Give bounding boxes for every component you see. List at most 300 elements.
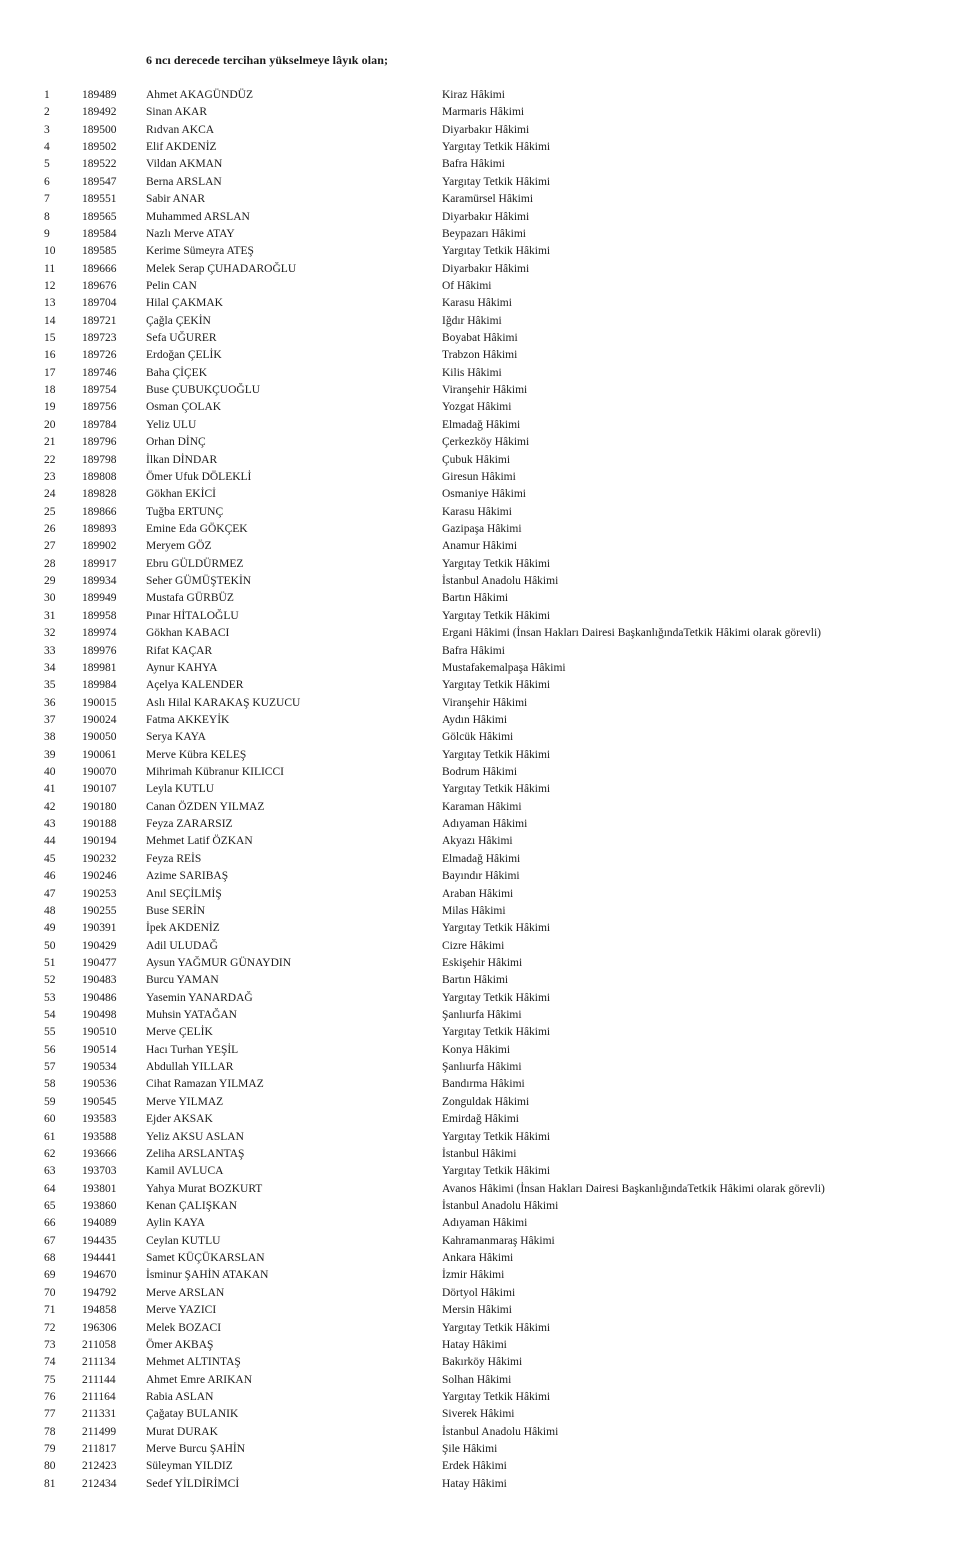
list-item [0,1337,960,1354]
assignment: Şanlıurfa Hâkimi [442,1009,522,1022]
person-name: Merve ARSLAN [146,1286,225,1299]
assignment: Iğdır Hâkimi [442,314,502,327]
registry-number: 212423 [82,1460,117,1473]
registry-number: 189723 [82,332,117,345]
assignment: Viranşehir Hâkimi [442,384,528,397]
list-item [0,1146,960,1163]
person-name: Kenan ÇALIŞKAN [146,1200,238,1212]
registry-number: 189565 [82,210,117,223]
person-name: Pınar HİTALOĞLU [146,609,239,622]
list-item [0,504,960,521]
assignment: Adıyaman Hâkimi [442,818,528,831]
person-name: Gökhan KABACI [146,627,230,640]
row-number: 75 [44,1373,56,1386]
assignment: Erdek Hâkimi [442,1460,507,1473]
assignment: İstanbul Anadolu Hâkimi [442,1200,559,1212]
row-number: 77 [44,1408,56,1421]
person-name: Merve YILMAZ [146,1095,224,1108]
list-item [0,1458,960,1475]
row-number: 21 [44,436,56,449]
registry-number: 189784 [82,418,117,431]
person-name: Kamil AVLUCA [146,1165,224,1178]
list-item [0,799,960,816]
registry-number: 190534 [82,1061,117,1074]
list-item [0,486,960,503]
row-number: 71 [44,1304,56,1317]
assignment: Elmadağ Hâkimi [442,418,521,431]
list-item [0,1198,960,1215]
assignment: Bartın Hâkimi [442,974,509,987]
registry-number: 189949 [82,592,117,605]
person-name: Yahya Murat BOZKURT [146,1182,263,1195]
row-number: 66 [44,1217,56,1230]
person-name: Muhsin YATAĞAN [146,1009,237,1022]
person-name: Yasemin YANARDAĞ [146,991,253,1004]
list-item [0,261,960,278]
assignment: Şile Hâkimi [442,1443,498,1456]
registry-number: 190232 [82,852,117,865]
assignment: Hatay Hâkimi [442,1477,507,1490]
person-name: Sinan AKAR [146,106,208,119]
person-name: Serya KAYA [146,731,206,744]
assignment: İzmir Hâkimi [442,1269,505,1282]
person-name: Zeliha ARSLANTAŞ [146,1147,245,1160]
row-number: 70 [44,1286,56,1299]
assignment: Akyazı Hâkimi [442,835,513,848]
registry-number: 190015 [82,696,117,709]
row-number: 45 [44,852,56,865]
person-name: Ejder AKSAK [146,1113,213,1126]
list-item [0,382,960,399]
assignment: Yargıtay Tetkik Hâkimi [442,922,551,935]
assignment: Çerkezköy Hâkimi [442,436,530,449]
assignment: Solhan Hâkimi [442,1373,512,1386]
list-heading: 6 ncı derecede tercihan yükselmeye lâyık olan; [146,53,389,67]
registry-number: 189958 [82,609,117,622]
registry-number: 189902 [82,540,117,553]
row-number: 3 [44,123,50,136]
list-item [0,816,960,833]
list-item [0,903,960,920]
row-number: 67 [44,1234,56,1247]
assignment: Yozgat Hâkimi [442,401,512,414]
list-item [0,1024,960,1041]
row-number: 42 [44,800,56,813]
list-item [0,1059,960,1076]
assignment: Diyarbakır Hâkimi [442,210,530,223]
assignment: Hatay Hâkimi [442,1338,507,1351]
assignment: Eskişehir Hâkimi [442,956,523,969]
person-name: Abdullah YILLAR [146,1061,234,1074]
row-number: 23 [44,470,56,483]
assignment: Aydın Hâkimi [442,713,508,726]
row-number: 1 [44,89,50,101]
registry-number: 189666 [82,262,117,275]
row-number: 64 [44,1182,56,1195]
list-item [0,174,960,191]
row-number: 36 [44,696,56,709]
row-number: 32 [44,627,56,640]
row-number: 47 [44,887,56,900]
registry-number: 194435 [82,1234,117,1247]
assignment: Yargıtay Tetkik Hâkimi [442,783,551,796]
row-number: 34 [44,661,56,674]
person-name: Murat DURAK [146,1425,218,1438]
assignment: Of Hâkimi [442,279,492,292]
list-item [0,625,960,642]
row-number: 19 [44,401,56,414]
row-number: 9 [44,227,50,240]
person-name: Feyza ZARARSIZ [146,818,233,831]
list-item [0,104,960,121]
row-number: 49 [44,922,56,935]
list-item [0,1215,960,1232]
list-item [0,1285,960,1302]
assignment: Diyarbakır Hâkimi [442,262,530,275]
person-name: Vildan AKMAN [146,158,223,171]
row-number: 50 [44,939,56,952]
row-number: 73 [44,1338,56,1351]
list-item [0,1372,960,1389]
registry-number: 211144 [82,1373,116,1386]
assignment: Gazipaşa Hâkimi [442,522,522,535]
row-number: 79 [44,1443,56,1456]
list-item [0,209,960,226]
registry-number: 190107 [82,783,117,796]
row-number: 65 [44,1200,56,1212]
row-number: 80 [44,1460,56,1473]
person-name: Berna ARSLAN [146,175,222,188]
registry-number: 189721 [82,314,117,327]
registry-number: 189981 [82,661,117,674]
list-item [0,695,960,712]
list-item [0,452,960,469]
list-item [0,139,960,156]
person-name: Mehmet ALTINTAŞ [146,1356,241,1369]
registry-number: 190188 [82,818,117,831]
list-item [0,1441,960,1458]
list-item [0,833,960,850]
person-name: Aylin KAYA [146,1217,205,1230]
list-item [0,1163,960,1180]
person-name: Canan ÖZDEN YILMAZ [146,800,265,813]
list-item [0,955,960,972]
row-number: 51 [44,956,56,969]
person-name: Kerime Sümeyra ATEŞ [146,245,254,258]
row-number: 15 [44,332,56,345]
registry-number: 211134 [82,1356,116,1369]
registry-number: 189828 [82,488,117,501]
list-item [0,1042,960,1059]
registry-number: 190498 [82,1009,117,1022]
registry-number: 189754 [82,384,117,397]
person-name: Burcu YAMAN [146,974,219,987]
row-number: 48 [44,904,56,917]
row-number: 28 [44,557,56,570]
assignment: Zonguldak Hâkimi [442,1095,530,1108]
row-number: 74 [44,1356,56,1369]
person-name: Hacı Turhan YEŞİL [146,1043,239,1056]
registry-number: 189547 [82,175,117,188]
person-name: Çağatay BULANIK [146,1408,239,1421]
registry-number: 190024 [82,713,117,726]
row-number: 56 [44,1043,56,1056]
list-item [0,347,960,364]
registry-number: 189934 [82,575,117,588]
assignment: Yargıtay Tetkik Hâkimi [442,557,551,570]
list-item [0,365,960,382]
registry-number: 189502 [82,141,117,154]
row-number: 13 [44,297,56,310]
person-name: Hilal ÇAKMAK [146,297,223,310]
registry-number: 211331 [82,1408,117,1421]
person-name: Rifat KAÇAR [146,644,213,657]
person-name: Erdoğan ÇELİK [146,349,222,362]
person-name: Ömer AKBAŞ [146,1338,214,1351]
person-name: Fatma AKKEYİK [146,713,230,726]
person-name: Feyza REİS [146,852,202,865]
assignment: Yargıtay Tetkik Hâkimi [442,679,551,692]
person-name: Cihat Ramazan YILMAZ [146,1078,264,1091]
row-number: 35 [44,679,56,692]
row-number: 57 [44,1061,56,1074]
assignment: Konya Hâkimi [442,1043,511,1056]
list-item [0,938,960,955]
list-item [0,1250,960,1267]
registry-number: 189746 [82,366,117,379]
registry-number: 189584 [82,227,117,240]
assignment: Avanos Hâkimi (İnsan Hakları Dairesi BaşkanlığındaTetkik Hâkimi olarak görevli) [442,1182,825,1195]
registry-number: 190255 [82,904,117,917]
row-number: 52 [44,974,56,987]
person-name: Seher GÜMÜŞTEKİN [146,575,252,588]
registry-number: 211164 [82,1390,116,1403]
assignment: Yargıtay Tetkik Hâkimi [442,141,551,154]
person-name: Merve ÇELİK [146,1026,213,1039]
assignment: Kilis Hâkimi [442,366,502,379]
assignment: Boyabat Hâkimi [442,332,518,345]
registry-number: 189866 [82,505,117,518]
person-name: Yeliz AKSU ASLAN [146,1130,244,1143]
row-number: 46 [44,870,56,883]
row-number: 14 [44,314,56,327]
assignment: Mustafakemalpaşa Hâkimi [442,661,566,674]
registry-number: 189551 [82,193,117,206]
registry-number: 194858 [82,1304,117,1317]
person-name: Ebru GÜLDÜRMEZ [146,557,244,570]
person-name: Mehmet Latif ÖZKAN [146,835,253,848]
registry-number: 189808 [82,470,117,483]
person-name: Melek BOZACI [146,1321,222,1334]
list-item [0,781,960,798]
person-name: Azime SARIBAŞ [146,870,229,883]
registry-number: 190180 [82,800,117,813]
person-name: İpek AKDENİZ [146,922,220,935]
person-name: Sefa UĞURER [146,332,217,345]
person-name: İsminur ŞAHİN ATAKAN [146,1269,269,1282]
person-name: Gökhan EKİCİ [146,488,216,501]
assignment: Karasu Hâkimi [442,505,512,518]
assignment: Yargıtay Tetkik Hâkimi [442,1130,551,1143]
registry-number: 190477 [82,956,117,969]
list-item [0,226,960,243]
list-item [0,556,960,573]
list-item [0,972,960,989]
row-number: 22 [44,453,56,466]
row-number: 78 [44,1425,56,1438]
registry-number: 190070 [82,766,117,779]
row-number: 60 [44,1113,56,1126]
assignment: Kiraz Hâkimi [442,89,505,101]
row-number: 76 [44,1390,56,1403]
row-number: 53 [44,991,56,1004]
assignment: Araban Hâkimi [442,887,514,900]
assignment: Bayındır Hâkimi [442,870,520,883]
registry-number: 189704 [82,297,117,310]
judge-list [0,87,960,1493]
registry-number: 211817 [82,1443,117,1456]
registry-number: 189984 [82,679,117,692]
row-number: 10 [44,245,56,258]
assignment: Bakırköy Hâkimi [442,1356,523,1369]
assignment: Trabzon Hâkimi [442,349,518,362]
person-name: Açelya KALENDER [146,679,244,692]
person-name: Mustafa GÜRBÜZ [146,592,234,605]
registry-number: 190253 [82,887,117,900]
registry-number: 190483 [82,974,117,987]
list-item [0,313,960,330]
assignment: Giresun Hâkimi [442,470,516,483]
assignment: Kahramanmaraş Hâkimi [442,1234,555,1247]
registry-number: 190050 [82,731,117,744]
person-name: Merve Kübra KELEŞ [146,748,247,761]
row-number: 63 [44,1165,56,1178]
list-item [0,920,960,937]
list-item [0,1389,960,1406]
list-item [0,1320,960,1337]
assignment: İstanbul Anadolu Hâkimi [442,1425,559,1438]
person-name: Osman ÇOLAK [146,401,222,414]
list-item [0,677,960,694]
person-name: Çağla ÇEKİN [146,314,211,327]
person-name: Tuğba ERTUNÇ [146,505,224,518]
registry-number: 193588 [82,1130,117,1143]
registry-number: 189974 [82,627,117,640]
person-name: İlkan DİNDAR [146,453,218,466]
assignment: Yargıtay Tetkik Hâkimi [442,175,551,188]
list-item [0,278,960,295]
row-number: 33 [44,644,56,657]
list-item [0,295,960,312]
registry-number: 193801 [82,1182,117,1195]
assignment: Yargıtay Tetkik Hâkimi [442,748,551,761]
registry-number: 189522 [82,158,117,171]
person-name: Adil ULUDAĞ [146,939,218,952]
person-name: Buse SERİN [146,904,206,917]
row-number: 31 [44,609,56,622]
person-name: Samet KÜÇÜKARSLAN [146,1252,265,1265]
list-item [0,660,960,677]
assignment: Gölcük Hâkimi [442,731,514,744]
row-number: 6 [44,175,50,188]
person-name: Rıdvan AKCA [146,123,215,136]
assignment: Diyarbakır Hâkimi [442,123,530,136]
assignment: Beypazarı Hâkimi [442,227,526,240]
row-number: 72 [44,1321,56,1334]
assignment: Yargıtay Tetkik Hâkimi [442,1026,551,1039]
list-item [0,122,960,139]
row-number: 61 [44,1130,56,1143]
row-number: 16 [44,349,56,362]
list-item [0,1076,960,1093]
list-item [0,868,960,885]
row-number: 30 [44,592,56,605]
list-item [0,747,960,764]
list-item [0,1233,960,1250]
row-number: 55 [44,1026,56,1039]
row-number: 7 [44,193,50,206]
person-name: Aslı Hilal KARAKAŞ KUZUCU [146,696,301,709]
row-number: 54 [44,1009,56,1022]
assignment: Ergani Hâkimi (İnsan Hakları Dairesi BaşkanlığındaTetkik Hâkimi olarak görevli) [442,627,822,640]
list-item [0,243,960,260]
list-item [0,330,960,347]
list-item [0,1354,960,1371]
assignment: Yargıtay Tetkik Hâkimi [442,1165,551,1178]
person-name: Sedef YİLDİRİMCİ [146,1477,240,1490]
list-item [0,417,960,434]
list-item [0,886,960,903]
row-number: 18 [44,384,56,397]
list-item [0,1476,960,1493]
registry-number: 190514 [82,1043,117,1056]
list-item [0,1267,960,1284]
assignment: Şanlıurfa Hâkimi [442,1061,522,1074]
person-name: Aynur KAHYA [146,661,218,674]
row-number: 62 [44,1147,56,1160]
row-number: 25 [44,505,56,518]
assignment: Yargıtay Tetkik Hâkimi [442,1390,551,1403]
assignment: Mersin Hâkimi [442,1304,512,1317]
registry-number: 212434 [82,1477,117,1490]
person-name: Aysun YAĞMUR GÜNAYDIN [146,956,292,969]
assignment: Bafra Hâkimi [442,158,505,171]
registry-number: 190246 [82,870,117,883]
registry-number: 211499 [82,1425,117,1438]
assignment: Siverek Hâkimi [442,1408,515,1421]
registry-number: 189726 [82,349,117,362]
registry-number: 194792 [82,1286,117,1299]
registry-number: 190536 [82,1078,117,1091]
list-item [0,590,960,607]
registry-number: 190429 [82,939,117,952]
assignment: İstanbul Hâkimi [442,1147,517,1160]
registry-number: 189893 [82,522,117,535]
registry-number: 190194 [82,835,117,848]
registry-number: 194441 [82,1252,117,1265]
row-number: 40 [44,766,56,779]
registry-number: 189500 [82,123,117,136]
row-number: 8 [44,210,50,223]
person-name: Merve YAZICI [146,1304,217,1317]
assignment: Bartın Hâkimi [442,592,509,605]
registry-number: 193666 [82,1147,117,1160]
assignment: Elmadağ Hâkimi [442,852,521,865]
assignment: Viranşehir Hâkimi [442,696,528,709]
assignment: İstanbul Anadolu Hâkimi [442,575,559,588]
row-number: 81 [44,1477,56,1490]
assignment: Osmaniye Hâkimi [442,488,526,501]
